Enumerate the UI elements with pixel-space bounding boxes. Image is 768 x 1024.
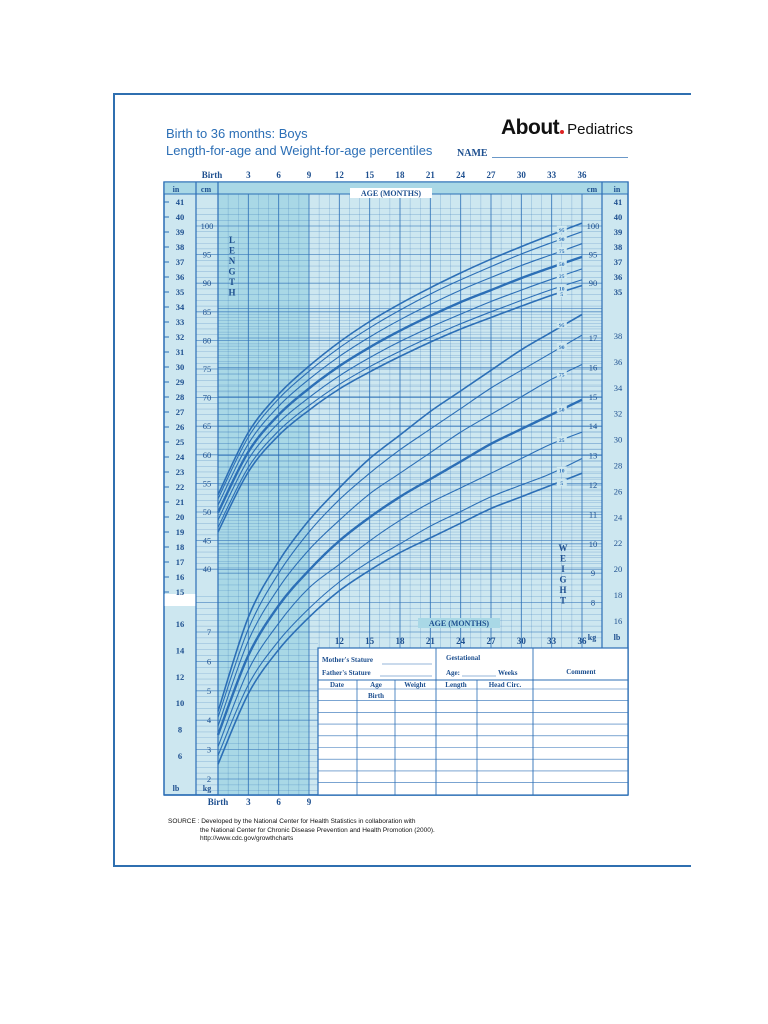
tick-label-kg-left: 2 [206, 774, 212, 784]
tick-label-in-left: 39 [175, 227, 185, 237]
weight-for-age-p25-label: 25 [559, 437, 565, 444]
tick-label-age-bottom: 6 [276, 797, 281, 807]
tick-label-lb-right: 16 [613, 615, 623, 626]
weight-for-age-p10-label: 10 [559, 468, 565, 475]
tick-label-in-left: 20 [175, 512, 185, 522]
tick-label-age-mid: 21 [425, 636, 435, 646]
chart-title-line2: Length-for-age and Weight-for-age percentiles [166, 143, 433, 158]
tick-label-age-top: 12 [334, 170, 344, 180]
tick-label-in-left: 28 [175, 392, 185, 402]
tick-label-cm-left: 90 [202, 278, 212, 289]
tick-label-in-left: 22 [175, 482, 185, 492]
tick-label-age-mid: 15 [365, 636, 375, 646]
tick-label-cm-left: 100 [200, 221, 214, 231]
table-col-header: Age [370, 681, 382, 689]
tick-label-in-left: 41 [175, 197, 185, 207]
axis-title-age-mid: AGE (MONTHS) [428, 619, 490, 628]
tick-label-cm-right: 95 [588, 249, 598, 260]
tick-label-kg-left: 5 [206, 685, 212, 696]
weight-for-age-p90-label: 90 [559, 344, 565, 351]
tick-label-in-left: 25 [175, 437, 185, 447]
table-col-header: Date [330, 681, 344, 689]
tick-label-in-left: 24 [175, 452, 185, 462]
tick-label-in-left: 18 [175, 542, 185, 552]
table-comment: Comment [566, 668, 596, 676]
tick-label-lb-right: 30 [613, 434, 623, 445]
length-for-age-p90-label: 90 [559, 236, 565, 243]
tick-label-in-left: 19 [175, 527, 185, 537]
tick-label-in-left: 23 [175, 467, 185, 477]
tick-label-cm-left: 45 [202, 535, 212, 546]
logo-brand: About [501, 116, 560, 139]
tick-label-age-top: 18 [395, 170, 405, 180]
table-mothers-stature: Mother's Stature [322, 656, 373, 664]
unit-kg-right: kg [587, 633, 597, 642]
tick-label-cm-left: 40 [202, 564, 212, 575]
weight-for-age-p50-label: 50 [559, 407, 565, 414]
weight-for-age-p95-label: 95 [559, 323, 565, 330]
tick-label-cm-right: 90 [588, 278, 598, 289]
tick-label-cm-left: 85 [202, 306, 212, 317]
vertical-label-weight-letter: W [558, 543, 568, 553]
tick-label-lb-right: 38 [613, 331, 623, 341]
table-gest-age: Age: [446, 669, 460, 677]
source-line-3: http://www.cdc.gov/growthcharts [200, 835, 294, 842]
tick-label-age-top: 9 [306, 170, 312, 180]
tick-label-age-bottom: 3 [246, 797, 251, 807]
tick-label-in-right: 41 [613, 197, 623, 207]
length-for-age-p50-label: 50 [559, 261, 565, 268]
tick-label-lb-right: 34 [613, 382, 623, 393]
tick-label-in-left: 26 [175, 422, 185, 432]
tick-label-kg-right: 10 [588, 538, 598, 549]
tick-label-cm-left: 50 [202, 507, 212, 517]
tick-label-cm-left: 55 [202, 478, 212, 489]
tick-label-in-left: 40 [175, 212, 185, 222]
source-note [168, 818, 435, 844]
tick-label-cm-left: 95 [202, 249, 212, 260]
tick-label-age-mid: 12 [334, 636, 344, 646]
tick-label-lb-right: 24 [613, 512, 623, 523]
tick-label-kg-right: 17 [588, 333, 598, 343]
tick-label-lb-left: 8 [177, 724, 183, 735]
tick-label-lb-right: 28 [613, 460, 623, 471]
tick-label-kg-right: 16 [588, 362, 598, 373]
tick-label-age-mid: 36 [577, 636, 587, 646]
vertical-label-weight-letter: E [559, 553, 567, 564]
vertical-label-weight-letter: G [559, 574, 567, 585]
tick-label-age-top: 6 [276, 170, 281, 180]
table-col-header: Length [445, 681, 467, 689]
tick-label-lb-right: 26 [613, 486, 623, 497]
tick-label-age-top: 24 [456, 170, 466, 180]
tick-label-age-bottom: Birth [207, 797, 229, 807]
tick-label-in-left: 35 [175, 287, 185, 297]
tick-label-cm-left: 60 [202, 449, 212, 460]
tick-label-in-left: 29 [175, 377, 185, 387]
unit-in-right: in [613, 185, 621, 194]
vertical-label-length-letter: E [228, 245, 236, 256]
tick-label-kg-right: 9 [590, 568, 596, 579]
tick-label-lb-right: 22 [613, 538, 623, 549]
tick-label-lb-right: 36 [613, 356, 623, 367]
length-for-age-p95-label: 95 [559, 227, 565, 234]
tick-label-in-right: 39 [613, 227, 623, 237]
logo-section: Pediatrics [567, 121, 634, 138]
tick-label-age-top: 15 [365, 170, 375, 180]
length-for-age-p5-label: 5 [560, 291, 564, 298]
vertical-label-length-letter: T [228, 277, 236, 287]
tick-label-in-left: 30 [175, 362, 185, 372]
tick-label-age-top: 27 [486, 170, 496, 180]
tick-label-age-top: 36 [577, 170, 587, 180]
tick-label-cm-left: 75 [202, 364, 212, 374]
tick-label-kg-right: 14 [588, 421, 598, 432]
tick-label-kg-right: 12 [588, 480, 598, 490]
table-weeks: Weeks [498, 669, 518, 677]
tick-label-in-left: 21 [175, 497, 185, 507]
tick-label-in-left: 32 [175, 332, 185, 342]
tick-label-age-mid: 27 [486, 636, 496, 646]
tick-label-in-left: 17 [175, 557, 185, 567]
tick-label-kg-left: 6 [206, 656, 212, 667]
unit-kg-left: kg [202, 784, 212, 793]
weight-for-age-p75-label: 75 [559, 372, 565, 379]
unit-cm-right: cm [586, 185, 598, 194]
tick-label-lb-right: 18 [613, 590, 623, 600]
table-birth-row: Birth [368, 692, 384, 700]
tick-label-in-right: 40 [613, 212, 623, 222]
name-label: NAME [457, 148, 488, 159]
vertical-label-weight-letter: H [559, 585, 567, 595]
table-col-header: Weight [404, 681, 426, 689]
tick-label-age-mid: 30 [516, 636, 526, 646]
tick-label-age-mid: 24 [456, 636, 466, 646]
tick-label-in-right: 35 [613, 287, 623, 297]
weight-for-age-p5-label: 5 [560, 481, 564, 488]
vertical-label-length-letter: N [228, 256, 236, 266]
tick-label-in-left: 36 [175, 272, 185, 282]
tick-label-in-left: 37 [175, 257, 185, 267]
vertical-label-length-letter: L [228, 235, 236, 245]
vertical-label-length-letter: G [228, 266, 236, 277]
tick-label-lb-left: 12 [175, 671, 185, 682]
tick-label-lb-left: 16 [175, 619, 185, 629]
tick-label-in-left: 16 [175, 572, 185, 582]
tick-label-kg-left: 4 [206, 715, 212, 726]
tick-label-kg-right: 13 [588, 450, 598, 461]
tick-label-cm-right: 100 [586, 221, 600, 231]
tick-label-in-left: 33 [175, 317, 185, 327]
tick-label-lb-left: 10 [175, 698, 185, 709]
table-fathers-stature: Father's Stature [322, 669, 371, 677]
length-for-age-p10-label: 10 [559, 286, 565, 293]
table-gestational: Gestational [446, 654, 481, 662]
tick-label-in-right: 36 [613, 272, 623, 282]
tick-label-kg-right: 11 [588, 509, 598, 520]
table-col-header: Head Circ. [488, 681, 522, 689]
tick-label-in-right: 37 [613, 257, 623, 267]
unit-lb-right: lb [613, 633, 621, 642]
source-line-2: the National Center for Chronic Disease Prevention and Health Promotion (2000). [200, 826, 435, 834]
tick-label-lb-left: 6 [177, 751, 183, 761]
tick-label-in-left: 31 [175, 347, 185, 357]
tick-label-kg-left: 7 [206, 627, 212, 637]
tick-label-lb-left: 14 [175, 645, 185, 656]
tick-label-age-top: 33 [547, 170, 557, 180]
tick-label-in-left: 38 [175, 242, 185, 252]
unit-cm-left: cm [200, 185, 212, 194]
tick-label-lb-right: 32 [613, 408, 623, 419]
tick-label-in-left: 34 [175, 302, 185, 312]
chart-title-line1: Birth to 36 months: Boys [166, 126, 308, 141]
vertical-label-weight-letter: I [561, 564, 565, 574]
tick-label-age-mid: 33 [547, 636, 557, 646]
tick-label-cm-left: 65 [202, 421, 212, 432]
tick-label-in-right: 38 [613, 242, 623, 252]
tick-label-age-bottom: 9 [306, 797, 312, 807]
length-for-age-p25-label: 25 [559, 273, 565, 280]
tick-label-age-top: Birth [201, 170, 223, 180]
tick-label-cm-left: 80 [202, 335, 212, 346]
vertical-label-weight-letter: T [559, 595, 567, 606]
axis-title-age-top: AGE (MONTHS) [360, 189, 422, 198]
tick-label-kg-right: 15 [588, 391, 598, 402]
tick-label-age-top: 21 [425, 170, 435, 180]
length-for-age-p75-label: 75 [559, 248, 565, 255]
unit-in-left: in [172, 185, 180, 194]
tick-label-age-mid: 18 [395, 636, 405, 646]
tick-label-age-top: 3 [246, 170, 251, 180]
tick-label-kg-right: 8 [590, 597, 596, 608]
vertical-label-length-letter: H [228, 287, 236, 298]
tick-label-age-top: 30 [516, 170, 526, 180]
tick-label-in-left: 15 [175, 587, 185, 597]
tick-label-lb-right: 20 [613, 564, 623, 575]
tick-label-kg-left: 3 [206, 744, 212, 755]
unit-lb-left: lb [172, 784, 180, 793]
source-line-1: SOURCE : Developed by the National Center for Health Statistics in collaboration with [168, 818, 416, 825]
tick-label-cm-left: 70 [202, 392, 212, 403]
tick-label-in-left: 27 [175, 407, 185, 417]
